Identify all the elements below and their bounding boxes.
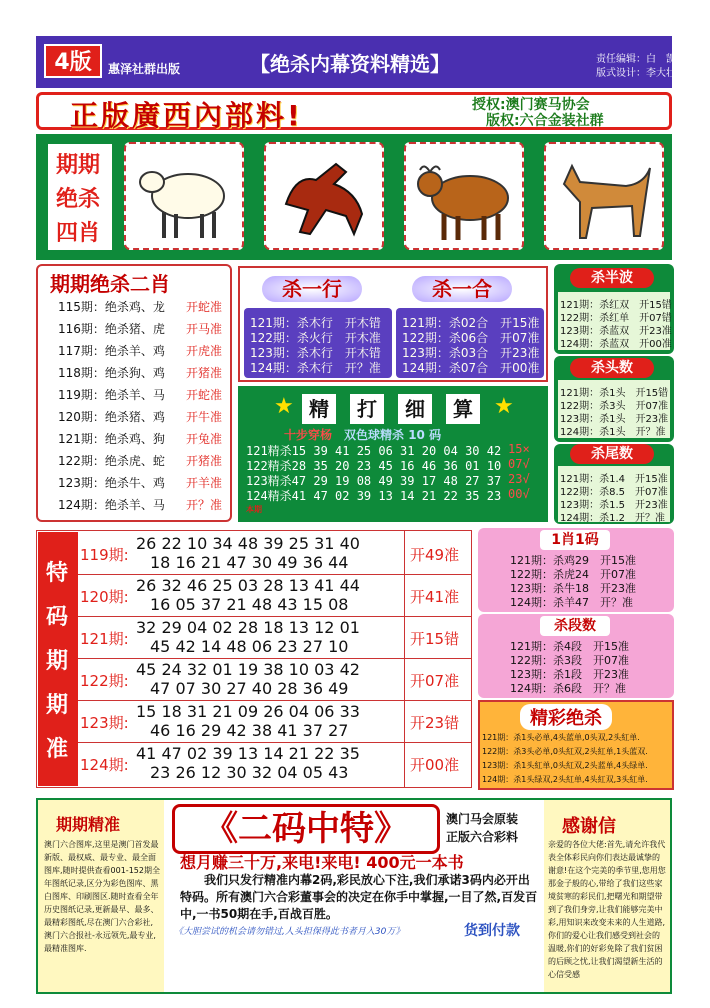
sha-weishu-title: 杀尾数 <box>570 444 654 464</box>
tema-numbers-a: 26 32 46 25 03 28 13 41 44 <box>136 576 360 595</box>
sha-two-result: 开？准 <box>186 498 223 512</box>
tema-period: 123期: <box>80 714 129 732</box>
jingda-row: 121精杀15 39 41 25 06 31 20 04 30 42 <box>246 444 502 458</box>
jingda-row: 123精杀47 29 19 08 49 39 17 48 27 37 <box>246 474 502 488</box>
sha-two-row: 117期：绝杀羊、鸡 <box>58 344 165 358</box>
sha-char: 期期 <box>56 153 101 178</box>
tema-result: 开00准 <box>410 756 460 774</box>
sheep-image <box>124 142 244 250</box>
jingda-result: 15× <box>508 442 530 456</box>
yixiao-row: 124期：杀羊47 开？准 <box>510 596 633 609</box>
sha-weishu-row: 124期：杀1.2 开？准 <box>560 513 665 524</box>
left-title: 期期精准 <box>56 815 121 834</box>
sha-toushu-title: 杀头数 <box>570 358 654 378</box>
sha-yihe-row: 123期：杀03合 开23准 <box>402 346 540 360</box>
sha-banbo-row: 121期：杀红双 开15错 <box>560 300 672 311</box>
sha-weishu-row: 121期：杀1.4 开15准 <box>560 474 668 485</box>
sha-two-result: 开马准 <box>186 322 223 336</box>
editor: 责任编辑：白 凯 <box>596 54 676 65</box>
sha-two-row: 122期：绝杀虎、蛇 <box>58 454 165 468</box>
sha-two-row: 118期：绝杀狗、鸡 <box>58 366 165 380</box>
sha-banbo-row: 122期：杀红单 开07错 <box>560 313 672 324</box>
sha-char: 绝杀 <box>56 187 101 212</box>
duanshu-row: 121期：杀4段 开15准 <box>510 640 629 653</box>
ox-image <box>404 142 524 250</box>
sha-banbo-title: 杀半波 <box>570 268 654 288</box>
tema-period: 122期: <box>80 672 129 690</box>
jingcai-title: 精彩绝杀 <box>520 704 612 730</box>
sha-two-row: 124期：绝杀羊、马 <box>58 498 165 512</box>
sha-yixing-row: 122期：杀火行 开木准 <box>250 331 381 345</box>
sha-two-row: 119期：绝杀羊、马 <box>58 388 165 402</box>
tema-numbers-b: 16 05 37 21 48 43 15 08 <box>150 595 349 614</box>
sha-two-result: 开猪准 <box>186 366 223 380</box>
jingcai-row: 122期：杀3头必单,0头紅双,2头紅单,1头蓝双. <box>482 747 648 756</box>
sha-two-result: 开蛇准 <box>186 300 223 314</box>
ad-title: 《二码中特》 <box>172 804 440 854</box>
tema-side-char: 特 <box>46 561 69 586</box>
tema-numbers-a: 15 18 31 21 09 26 04 06 33 <box>136 702 360 721</box>
ad-tag-1: 澳门马会原装 <box>446 812 519 826</box>
ad-tag-2: 正版六合彩料 <box>446 830 519 844</box>
sha-two-result: 开猪准 <box>186 454 223 468</box>
duanshu-title: 杀段数 <box>540 616 610 636</box>
sha-two-row: 116期：绝杀猪、虎 <box>58 322 165 336</box>
sha-two-title: 期期绝杀二肖 <box>50 272 170 296</box>
jingda-result: 07√ <box>508 457 530 471</box>
jingda-note: 本期 <box>246 505 262 514</box>
jingcai-row: 124期：杀1头绿双,2头紅单,4头紅双,3头紅单. <box>482 775 648 784</box>
yixiao-row: 121期：杀鸡29 开15准 <box>510 554 636 567</box>
tema-numbers-b: 46 16 29 42 38 41 37 27 <box>150 721 349 740</box>
duanshu-row: 123期：杀1段 开23准 <box>510 668 629 681</box>
sha-two-row: 121期：绝杀鸡、狗 <box>58 432 165 446</box>
edition-badge: 4版 <box>44 44 102 78</box>
tema-period: 119期: <box>80 546 129 564</box>
sha-yixing-row: 124期：杀木行 开？准 <box>250 361 381 375</box>
sha-two-result: 开兔准 <box>186 432 223 446</box>
tema-numbers-b: 47 07 30 27 40 28 36 49 <box>150 679 349 698</box>
tema-side-char: 码 <box>46 605 69 630</box>
ad-footnote: 《大胆尝试的机会请勿错过,人头担保得此书者月入30万》 <box>174 927 405 937</box>
sha-char: 四肖 <box>56 221 101 246</box>
jingda-char: 精 <box>302 394 336 424</box>
tema-numbers-a: 41 47 02 39 13 14 21 22 35 <box>136 744 360 763</box>
tema-result: 开23错 <box>410 714 460 732</box>
sha-two-result: 开蛇准 <box>186 388 223 402</box>
sha-two-row: 115期：绝杀鸡、龙 <box>58 300 165 314</box>
sha-yihe-row: 122期：杀06合 开07准 <box>402 331 540 345</box>
sha-yixing-title: 杀一行 <box>262 276 362 302</box>
slogan: 想月赚三十万,来电!来电! 400元一本书 <box>180 853 464 872</box>
cod-label: 货到付款 <box>464 923 520 939</box>
duanshu-row: 124期：杀6段 开？准 <box>510 682 626 695</box>
ad-paragraph: 我们只发行精准内幕2码,彩民放心下注,我们承诺3码内必开出特码。所有澳门六合彩董事会的决定在你手中掌握,一目了然,百发百中,一书50期在手,百战百胜。 <box>180 873 538 921</box>
tema-numbers-a: 32 29 04 02 28 18 13 12 01 <box>136 618 360 637</box>
yixiao-row: 123期：杀牛18 开23准 <box>510 582 636 595</box>
sha-banbo-row: 123期：杀蓝双 开23准 <box>560 326 672 337</box>
tema-result: 开15错 <box>410 630 460 648</box>
sha-toushu-row: 124期：杀1头 开？准 <box>560 427 666 438</box>
sha-two-result: 开虎准 <box>186 344 223 358</box>
sha-yixing-row: 123期：杀木行 开木错 <box>250 346 381 360</box>
jingda-sub2: 双色球精杀 10 码 <box>344 428 442 442</box>
tema-side-char: 期 <box>46 649 69 674</box>
tema-side-char: 期 <box>46 693 69 718</box>
jingcai-row: 121期：杀1头必单,4头蓝单,0头双,2头紅单. <box>482 733 640 742</box>
jingda-char: 细 <box>398 394 432 424</box>
dog-image <box>544 142 664 250</box>
sha-banbo-row: 124期：杀蓝双 开00准 <box>560 339 672 350</box>
tema-period: 124期: <box>80 756 129 774</box>
jingda-subtitle <box>284 426 441 443</box>
jingcai-row: 123期：杀1头紅单,0头紅双,2头蓝单,4头绿单. <box>482 761 648 770</box>
tema-period: 120期: <box>80 588 129 606</box>
sha-weishu-row: 122期：杀8.5 开07准 <box>560 487 668 498</box>
tema-numbers-b: 23 26 12 30 32 04 05 43 <box>150 763 349 782</box>
sha-two-result: 开牛准 <box>186 410 223 424</box>
sha-two-row: 120期：绝杀猪、鸡 <box>58 410 165 424</box>
sha-toushu-row: 121期：杀1头 开15错 <box>560 388 669 399</box>
sha-yihe-row: 124期：杀07合 开00准 <box>402 361 540 375</box>
sha-yihe-title: 杀一合 <box>412 276 512 302</box>
license-1: 授权:澳门赛马协会 <box>472 97 590 113</box>
sha-two-row: 123期：绝杀牛、鸡 <box>58 476 165 490</box>
left-text: 澳门六合图库,这里是澳门首发最新版、最权威、最专业、最全面图库,随时提供查看001-152期全年图纸记录,区分为彩色图库、黑白图库、印刷图区.随时查看全年历史图纸记录,更新最早、最多、最精彩图纸,尽在澳门六合彩社,澳门六合报社-永远领先,最专业,最精准图库. <box>44 840 160 953</box>
jingda-char: 算 <box>446 394 480 424</box>
jingda-result: 23√ <box>508 472 530 486</box>
sha-toushu-row: 122期：杀3头 开07准 <box>560 401 669 412</box>
license-2: 版权:六合金装社群 <box>486 113 604 129</box>
sha-two-result: 开羊准 <box>186 476 223 490</box>
yixiao-row: 122期：杀虎24 开07准 <box>510 568 636 581</box>
tema-result: 开49准 <box>410 546 460 564</box>
star-icon: ★ <box>494 394 514 419</box>
duanshu-row: 122期：杀3段 开07准 <box>510 654 629 667</box>
jingda-sub1: 十步穿杨 <box>284 428 333 442</box>
sha-yixing-row: 121期：杀木行 开木错 <box>250 316 381 330</box>
sha-toushu-row: 123期：杀1头 开23准 <box>560 414 669 425</box>
page-title: 【绝杀内幕资料精选】 <box>250 52 450 76</box>
designer: 版式设计：李大壮 <box>596 68 676 79</box>
tema-period: 121期: <box>80 630 129 648</box>
tema-numbers-a: 45 24 32 01 19 38 10 03 42 <box>136 660 360 679</box>
jingda-row: 122精杀28 35 20 23 45 16 46 36 01 10 <box>246 459 502 473</box>
banner-title: 正版廣西內部料! <box>70 99 303 132</box>
yixiao-title: 1肖1码 <box>540 530 610 550</box>
sha-yihe-row: 121期：杀02合 开15准 <box>402 316 540 330</box>
jingda-result: 00√ <box>508 487 530 501</box>
jingda-char: 打 <box>350 394 384 424</box>
tema-result: 开07准 <box>410 672 460 690</box>
thanks-title: 感谢信 <box>562 816 616 837</box>
horse-image <box>264 142 384 250</box>
tema-numbers-b: 18 16 21 47 30 49 36 44 <box>150 553 349 572</box>
star-icon: ★ <box>274 394 294 419</box>
sha-weishu-row: 123期：杀1.5 开23准 <box>560 500 668 511</box>
tema-numbers-b: 45 42 14 48 06 23 27 10 <box>150 637 349 656</box>
jingda-row: 124精杀41 47 02 39 13 14 21 22 35 23 <box>246 489 502 503</box>
tema-numbers-a: 26 22 10 34 48 39 25 31 40 <box>136 534 360 553</box>
publisher: 惠泽社群出版 <box>108 62 181 76</box>
tema-side-char: 准 <box>46 737 69 762</box>
tema-result: 开41准 <box>410 588 460 606</box>
thanks-text: 亲爱的各位大佬:首先,请允许我代表全体彩民向你们表达最诚挚的谢意!在这个完美的季节里,您用您那金子般的心,带给了我们这些家境贫寒的彩民们,把曙光和期望带到了我们身旁,让我们能够完美中彩,用知识来改变未来的人生道路,你们的爱心让我们感受到社会的温暖,你们的好彩免除了我们贫困的后顾之忧,让我们渴望新生活的心信受感 <box>548 840 666 979</box>
